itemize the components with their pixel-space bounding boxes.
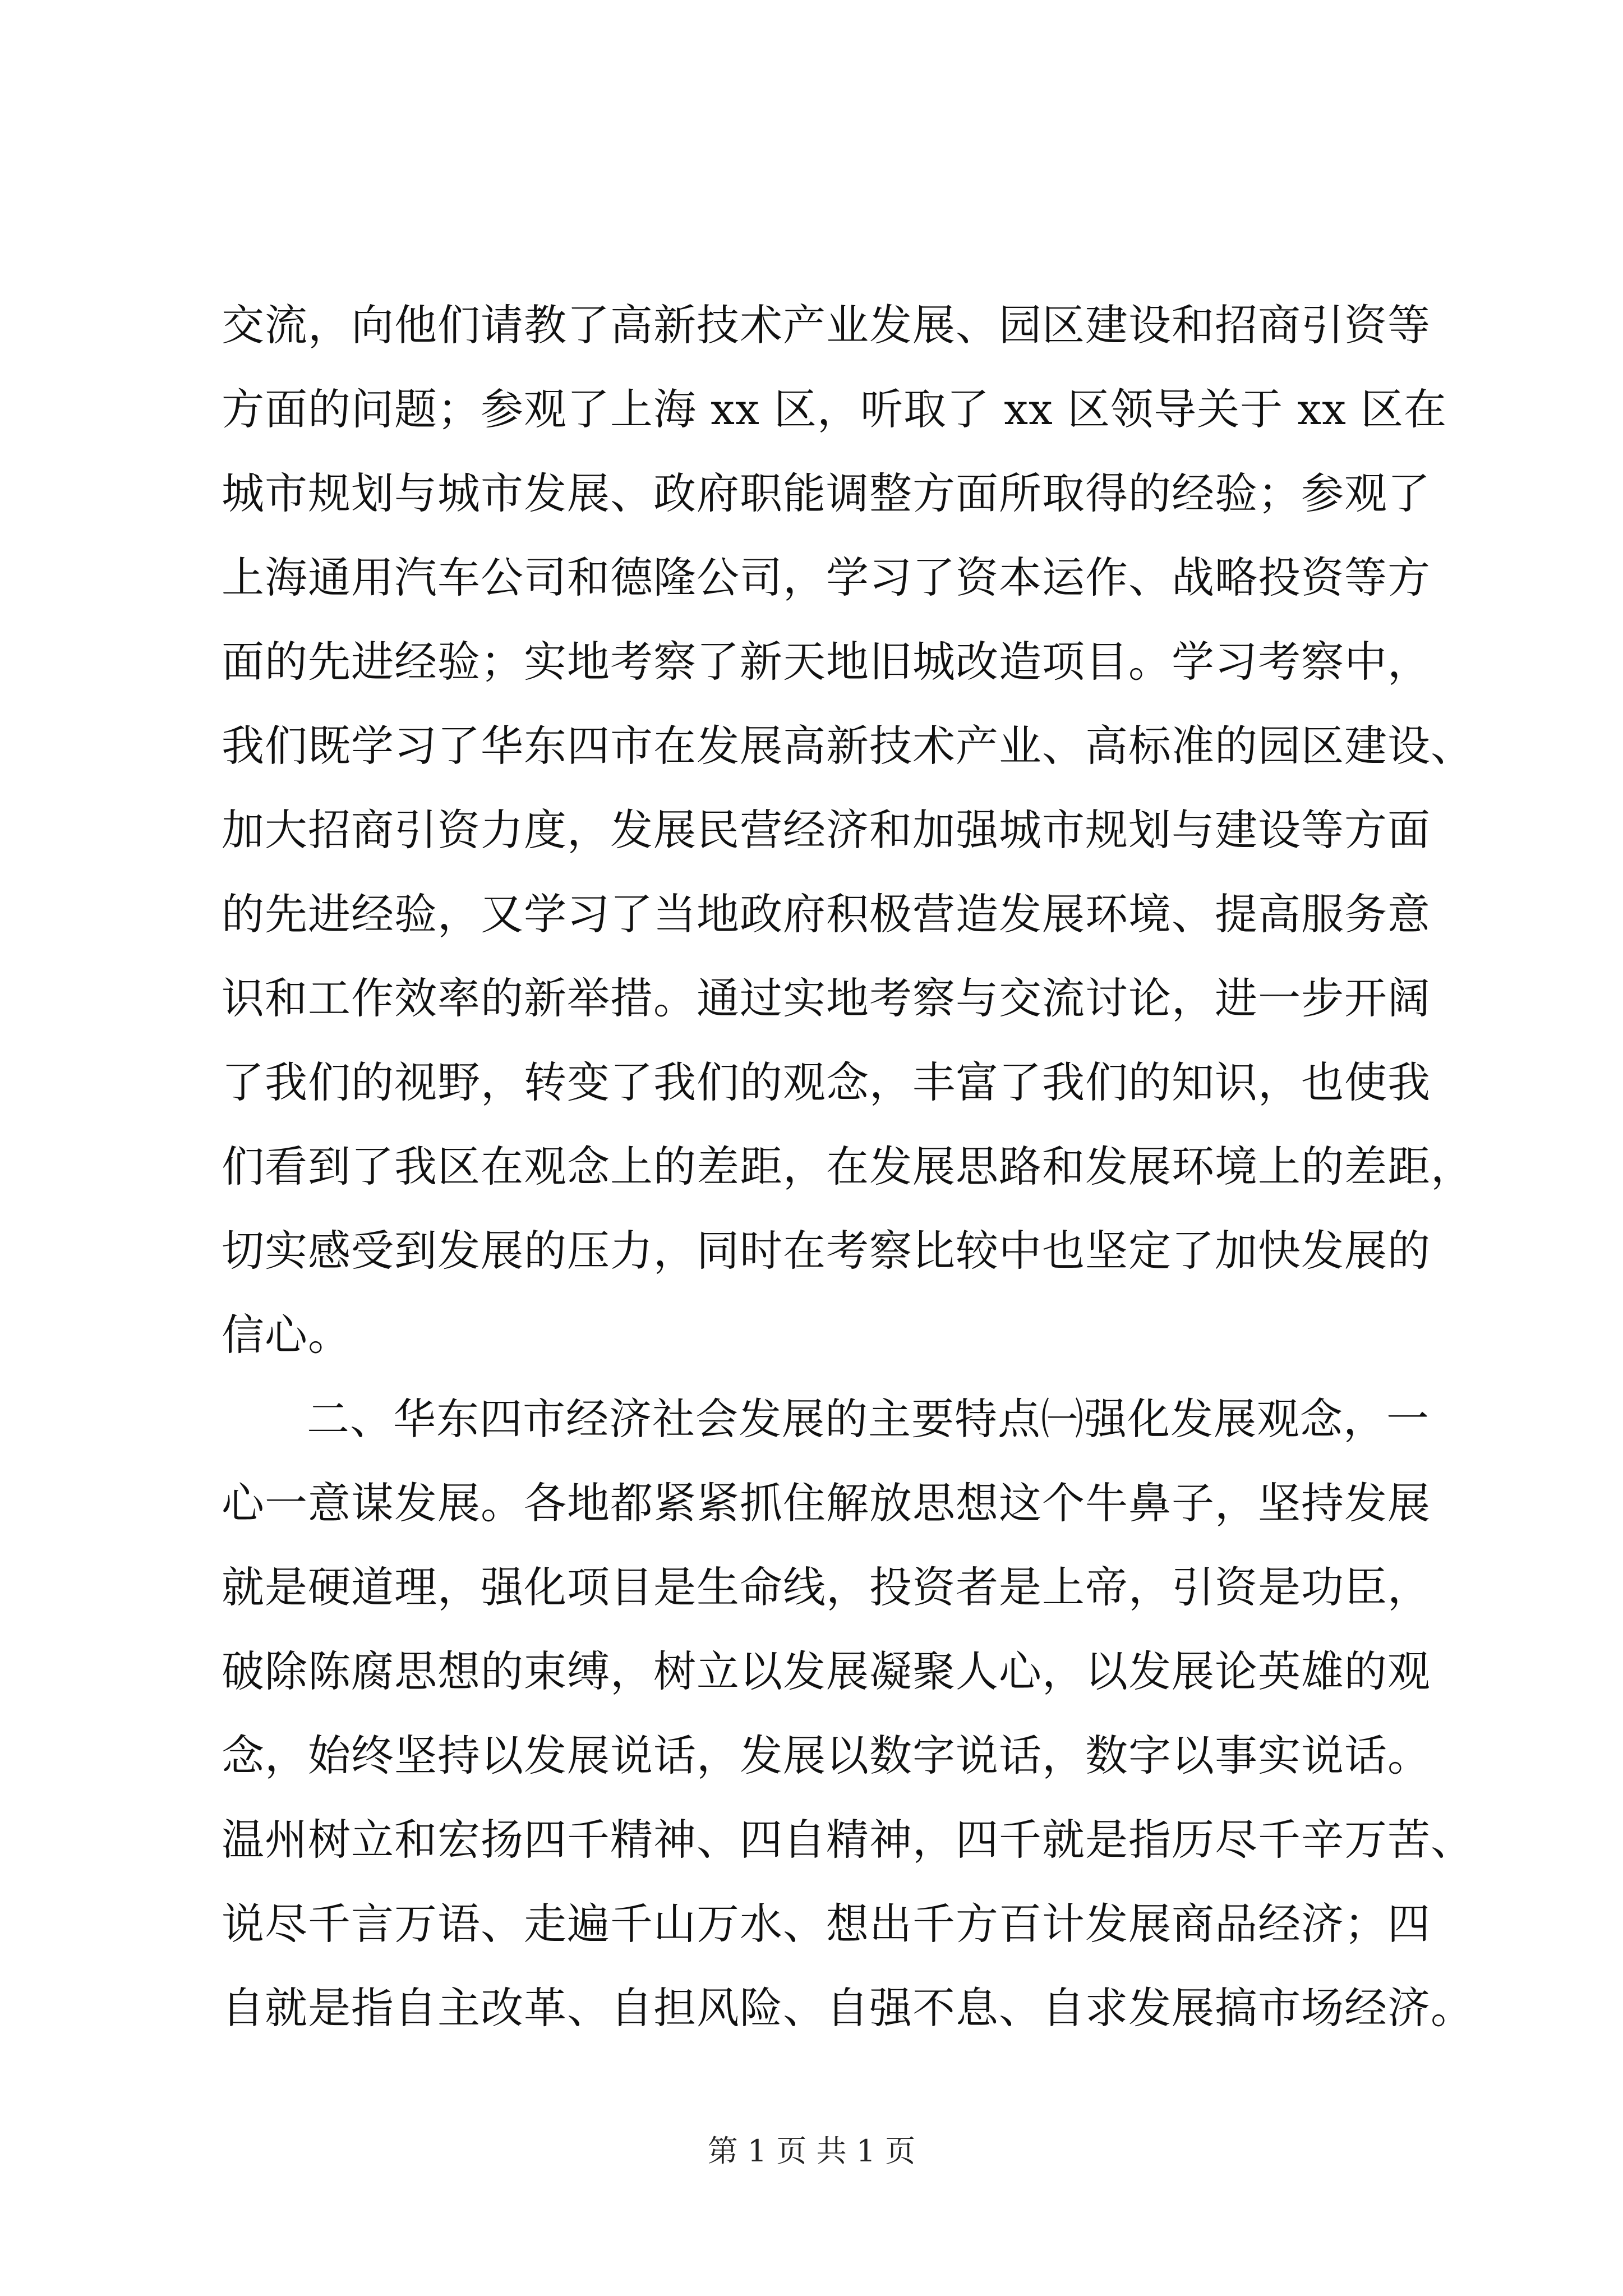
paragraph-line: 们看到了我区在观念上的差距，在发展思路和发展环境上的差距， — [222, 1142, 1474, 1191]
paragraph-line: 了我们的视野，转变了我们的观念，丰富了我们的知识，也使我 — [222, 1057, 1431, 1107]
page-number-footer: 第 1 页 共 1 页 — [707, 2133, 916, 2169]
paragraph-line: 方面的问题；参观了上海 xx 区，听取了 xx 区领导关于 xx 区在 — [222, 384, 1447, 434]
paragraph-line: 面的先进经验；实地考察了新天地旧城改造项目。学习考察中， — [222, 637, 1431, 687]
paragraph-line: 温州树立和宏扬四千精神、四自精神，四千就是指历尽千辛万苦、 — [222, 1815, 1474, 1865]
paragraph-line: 自就是指自主改革、自担风险、自强不息、自求发展搞市场经济。 — [222, 1983, 1474, 2033]
paragraph-line: 识和工作效率的新举措。通过实地考察与交流讨论，进一步开阔 — [222, 973, 1431, 1023]
paragraph-line: 信心。 — [222, 1310, 351, 1360]
paragraph-line: 破除陈腐思想的束缚，树立以发展凝聚人心，以发展论英雄的观 — [222, 1646, 1431, 1696]
paragraph-line: 上海通用汽车公司和德隆公司，学习了资本运作、战略投资等方 — [222, 553, 1431, 602]
paragraph-line: 交流，向他们请教了高新技术产业发展、园区建设和招商引资等 — [222, 300, 1431, 350]
paragraph-line: 的先进经验，又学习了当地政府积极营造发展环境、提高服务意 — [222, 889, 1431, 939]
paragraph-line: 切实感受到发展的压力，同时在考察比较中也坚定了加快发展的 — [222, 1226, 1431, 1276]
document-body — [222, 283, 1474, 2050]
paragraph-line: 加大招商引资力度，发展民营经济和加强城市规划与建设等方面 — [222, 805, 1431, 855]
paragraph-line: 二、华东四市经济社会发展的主要特点㈠强化发展观念，一 — [307, 1394, 1430, 1444]
paragraph-line: 心一意谋发展。各地都紧紧抓住解放思想这个牛鼻子，坚持发展 — [222, 1478, 1431, 1528]
paragraph-line: 城市规划与城市发展、政府职能调整方面所取得的经验；参观了 — [222, 468, 1431, 518]
paragraph-line: 我们既学习了华东四市在发展高新技术产业、高标准的园区建设、 — [222, 721, 1474, 771]
paragraph-line: 说尽千言万语、走遍千山万水、想出千方百计发展商品经济；四 — [222, 1899, 1431, 1949]
paragraph-line: 就是硬道理，强化项目是生命线，投资者是上帝，引资是功臣， — [222, 1562, 1431, 1612]
paragraph-line: 念，始终坚持以发展说话，发展以数字说话，数字以事实说话。 — [222, 1731, 1431, 1780]
